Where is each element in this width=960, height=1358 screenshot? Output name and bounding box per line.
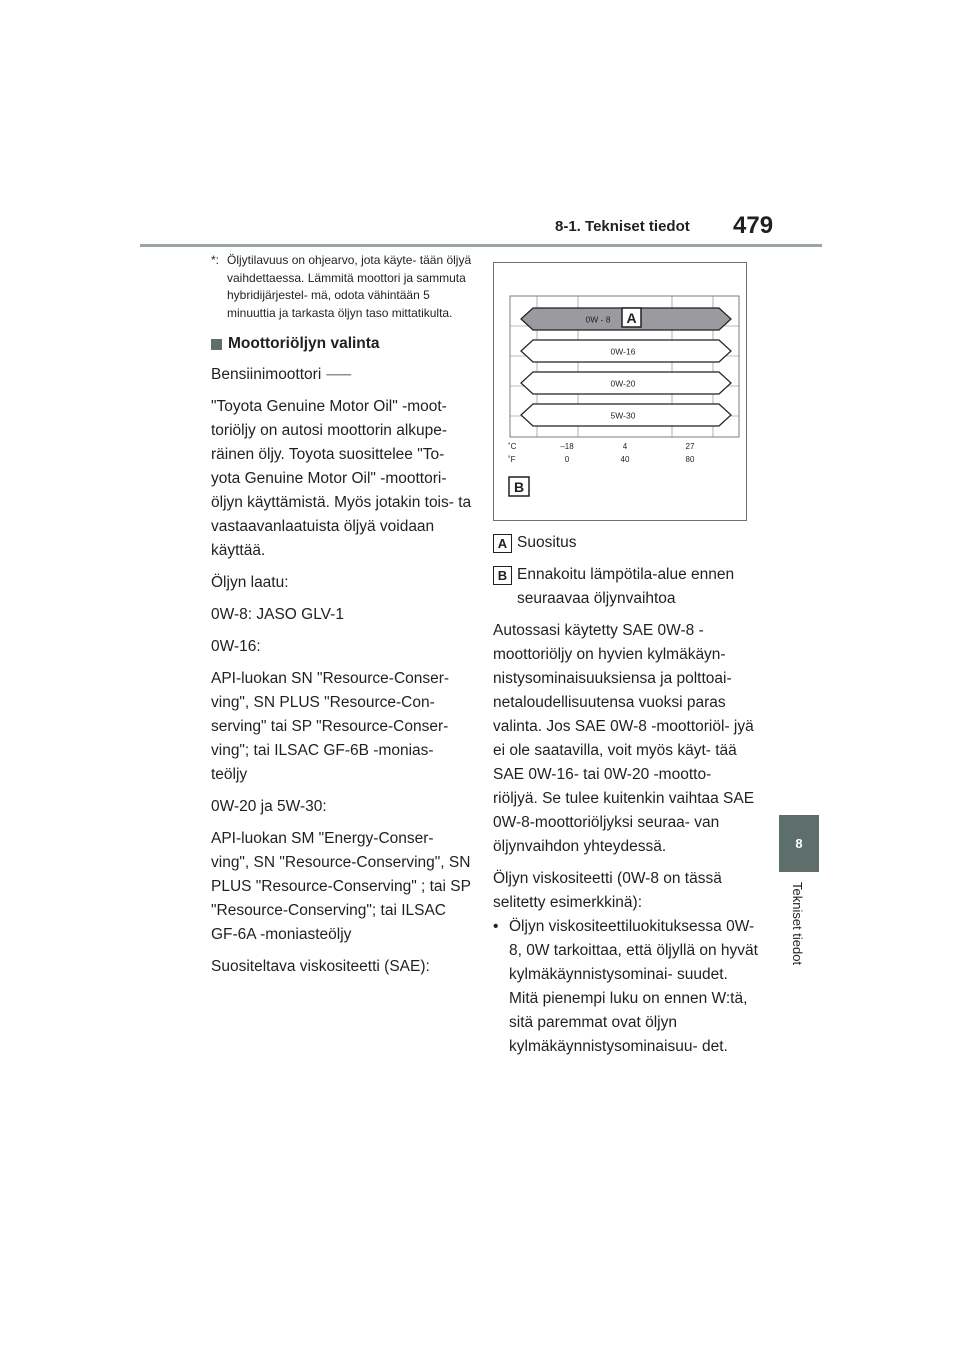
- header-divider: [140, 244, 822, 247]
- grade-0w16-text: API-luokan SN "Resource-Conser- ving", SN PLUS "Resource-Con- serving" tai SP "Resource-Conser- ving"; tai ILSAC GF-6B -monias- teöljy: [211, 670, 450, 784]
- recommendation-paragraph: Autossasi käytetty SAE 0W-8 - moottoriöljy on hyvien kylmäkäyn- nistysominaisuuksiensa ja polttoai- netaloudellisuutensa vuoksi paras valinta. Jos SAE 0W-8 -moottoriöl- jyä ei ole saatavilla, voit myös käyt- tää SAE 0W-16- tai 0W-20 -mootto- riöljyä. Se tulee kuitenkin vaihtaa SAE 0W-8-moottoriöljyksi seuraa- van öljynvaihdon yhteydessä.: [493, 622, 755, 855]
- legend-item-b: [493, 563, 758, 611]
- section-title: 8-1. Tekniset tiedot: [555, 218, 690, 235]
- viscosity-range-label: 0W-16: [610, 346, 636, 357]
- viscosity-chart-svg: [494, 263, 746, 520]
- engine-type: Bensiinimoottori ⸺: [211, 366, 352, 384]
- viscosity-range-label: 0W - 8: [585, 314, 611, 325]
- celsius-tick-label: 27: [685, 442, 695, 451]
- grade-0w8: 0W-8: JASO GLV-1: [211, 606, 344, 624]
- legend-text-b: Ennakoitu lämpötila-alue ennen seuraavaa öljynvaihtoa: [517, 566, 735, 607]
- viscosity-explanation: Öljyn viskositeetti (0W-8 on tässä selitetty esimerkkinä):: [493, 870, 722, 911]
- marker-b-label: B: [513, 479, 525, 495]
- grade-0w20-label: 0W-20 ja 5W-30:: [211, 798, 327, 816]
- legend-key-b: B: [493, 566, 512, 585]
- celsius-tick-label: 4: [622, 442, 628, 451]
- chapter-label-text: Tekniset tiedot: [790, 882, 805, 966]
- section-heading: [211, 332, 473, 356]
- bullet-mark: •: [493, 918, 499, 935]
- legend-item-a: [493, 531, 758, 555]
- grade-0w20-text: API-luokan SM "Energy-Conser- ving", SN "Resource-Conserving", SN PLUS "Resource-Conserving" ; tai SP "Resource-Conserving"; tai ILSAC GF-6A -moniasteöljy: [211, 830, 471, 944]
- footnote-text: Öljytilavuus on ohjearvo, jota käyte- tään öljyä vaihdettaessa. Lämmitä moottori ja sammuta hybridijärjestel- mä, odota vähintään 5 minuuttia ja tarkasta öljyn taso mittatikulta.: [227, 253, 472, 320]
- viscosity-range-label: 5W-30: [610, 410, 636, 421]
- celsius-tick-label: –18: [560, 442, 574, 451]
- fahrenheit-tick-label: 40: [620, 455, 630, 464]
- viscosity-range-label: 0W-20: [610, 378, 636, 389]
- right-column: [493, 531, 758, 1059]
- oil-quality-label: Öljyn laatu:: [211, 574, 289, 592]
- viscosity-chart: [493, 262, 747, 521]
- legend-text-a: Suositus: [517, 534, 577, 551]
- intro-paragraph: "Toyota Genuine Motor Oil" -moot- toriöljy on autosi moottorin alkupe- räinen öljy. Toyota suosittelee "To- yota Genuine Motor Oil" -moottori- öljyn käyttämistä. Myös jotakin tois- ta vastaavanlaatuista öljyä voidaan käyttää.: [211, 398, 472, 560]
- celsius-unit-label: ˚C: [508, 442, 517, 451]
- fahrenheit-tick-label: 80: [685, 455, 695, 464]
- left-column: [211, 252, 473, 987]
- chapter-number: 8: [795, 836, 803, 851]
- chapter-label: [783, 882, 813, 992]
- section-heading-text: Moottoriöljyn valinta: [228, 335, 380, 353]
- page-number: 479: [733, 212, 774, 239]
- marker-a-label: A: [626, 310, 637, 326]
- bullet-text: Öljyn viskositeettiluokituksessa 0W-8, 0W tarkoittaa, että öljyllä on hyvät kylmäkäynnistysominai- suudet. Mitä pienempi luku on ennen W:tä, sitä paremmat ovat öljyn kylmäkäynnistysominaisuu- det.: [509, 918, 758, 1055]
- fahrenheit-unit-label: ˚F: [508, 455, 516, 464]
- square-bullet-icon: [211, 339, 222, 350]
- grade-0w16-label: 0W-16:: [211, 638, 261, 656]
- viscosity-label: Suositeltava viskositeetti (SAE):: [211, 958, 430, 976]
- bullet-item: [493, 915, 758, 1059]
- footnote: [211, 252, 473, 322]
- chapter-tab: [779, 815, 819, 872]
- footnote-mark: *:: [211, 253, 220, 267]
- legend-key-a: A: [493, 534, 512, 553]
- fahrenheit-tick-label: 0: [564, 455, 570, 464]
